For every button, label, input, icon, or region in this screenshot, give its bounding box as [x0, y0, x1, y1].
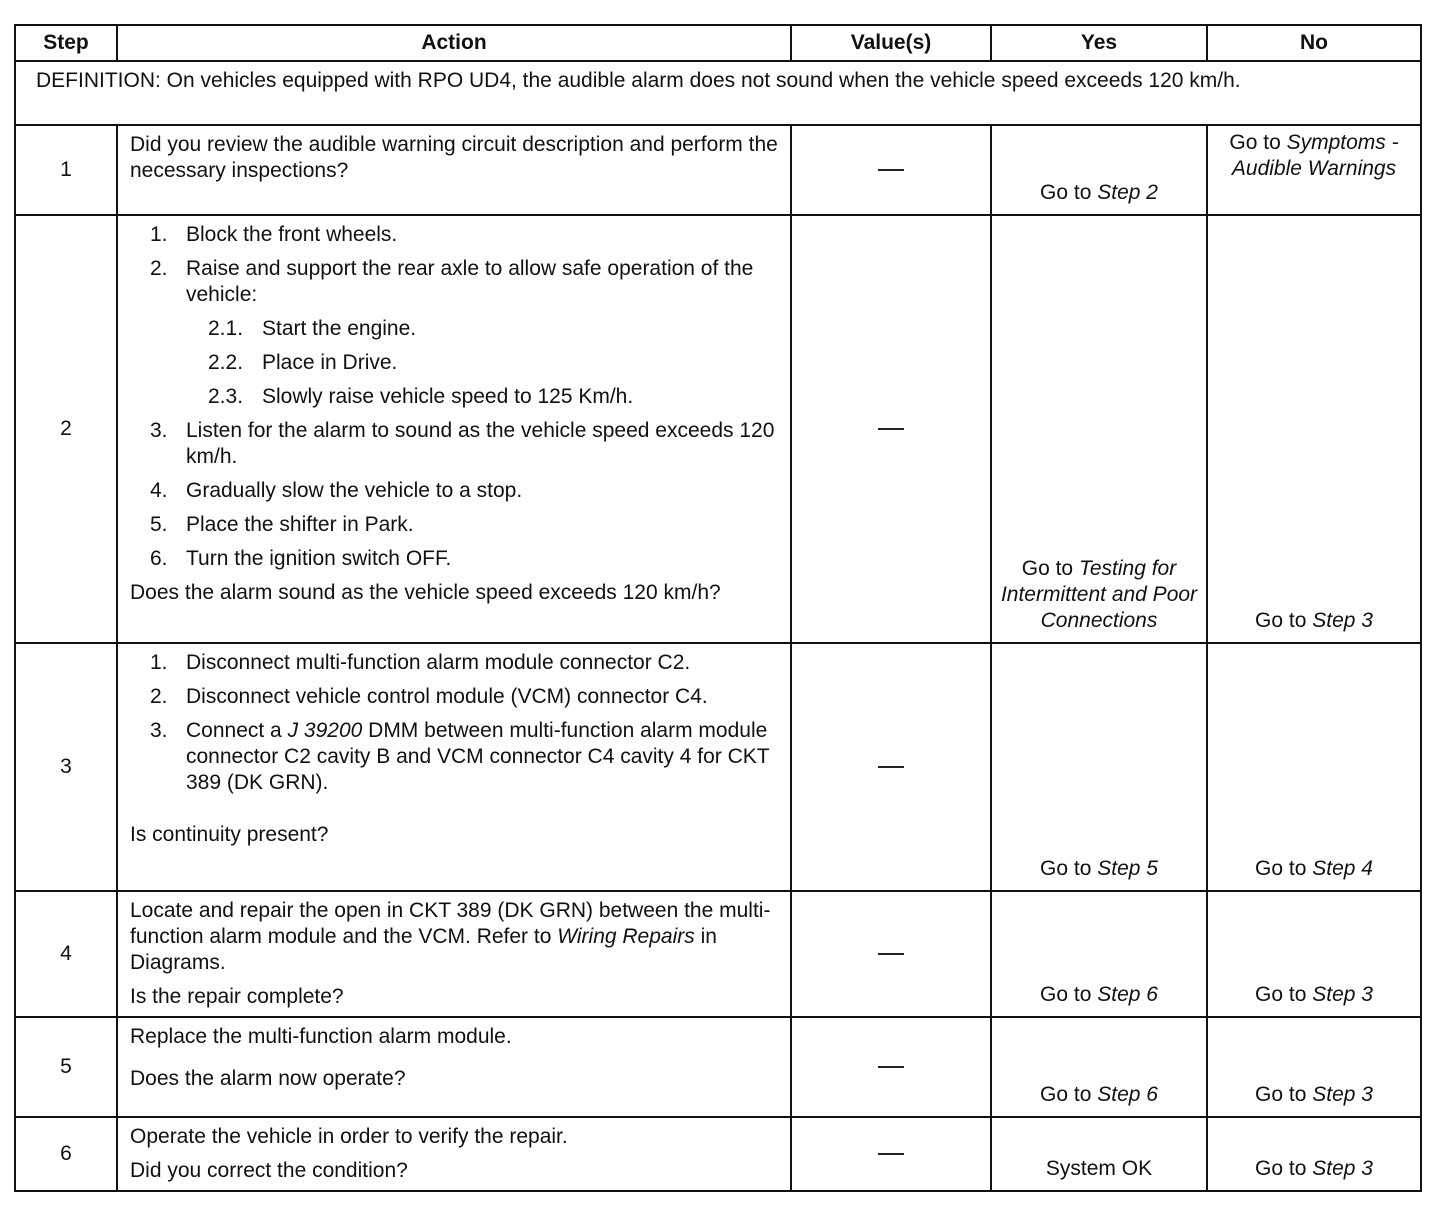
step-number: 3: [15, 643, 117, 891]
list-item: 3. Listen for the alarm to sound as the vehicle speed exceeds 120 km/h.: [150, 419, 775, 468]
no-link[interactable]: Step 3: [1312, 983, 1373, 1006]
no-cell: [1207, 215, 1421, 643]
list-item: 1. Disconnect multi-function alarm module connector C2.: [150, 651, 691, 674]
procedure-list: [130, 222, 780, 572]
action-question: Did you correct the condition?: [130, 1159, 408, 1182]
table-row-step-2: [15, 215, 1421, 643]
yes-prefix: Go to: [1040, 983, 1098, 1006]
yes-prefix: Go to: [1040, 1083, 1098, 1106]
yes-cell: [991, 891, 1207, 1017]
list-item: 1. Block the front wheels.: [150, 223, 398, 246]
no-prefix: Go to: [1255, 983, 1313, 1006]
list-item: 2.1. Start the engine.: [208, 317, 417, 340]
no-link[interactable]: Step 4: [1312, 857, 1373, 880]
list-item: 2. Raise and support the rear axle to allow safe operation of the vehicle: 2.1. Start the engine. 2.2. Place in Drive. 2.3. Slowly raise vehicle speed to 125 Km/h.: [130, 256, 780, 410]
yes-prefix: Go to: [1040, 181, 1098, 204]
yes-prefix: Go to: [1021, 557, 1079, 580]
value-dash: [878, 1153, 904, 1155]
action-cell: [117, 891, 791, 1017]
yes-cell: [991, 643, 1207, 891]
action-question: Is the repair complete?: [130, 985, 344, 1008]
list-item: 6. Turn the ignition switch OFF.: [150, 547, 452, 570]
no-link[interactable]: Step 3: [1312, 1157, 1373, 1180]
value-dash: [878, 1066, 904, 1068]
header-step: Step: [15, 25, 117, 61]
system-ok-text: System OK: [1045, 1157, 1153, 1180]
action-cell: [117, 215, 791, 643]
diagnostic-table: [14, 24, 1422, 1192]
list-item: 5. Place the shifter in Park.: [150, 513, 414, 536]
tool-reference: J 39200: [287, 719, 363, 742]
value-dash: [878, 953, 904, 955]
no-cell: [1207, 643, 1421, 891]
no-link[interactable]: Step 3: [1312, 609, 1373, 632]
action-text: Replace the multi-function alarm module.: [130, 1025, 512, 1048]
no-cell: [1207, 891, 1421, 1017]
sub-procedure-list: [130, 316, 780, 410]
list-item: 2.2. Place in Drive.: [208, 351, 398, 374]
header-row: [15, 25, 1421, 61]
wiring-repairs-link[interactable]: Wiring Repairs: [557, 925, 695, 948]
list-item: 2. Disconnect vehicle control module (VCM) connector C4.: [150, 685, 708, 708]
action-cell: [117, 643, 791, 891]
list-item: 3. Connect a J 39200 DMM between multi-function alarm module connector C2 cavity B and VCM connector C4 cavity 4 for CKT 389 (DK GRN).: [150, 719, 770, 794]
action-question: Is continuity present?: [130, 823, 329, 846]
list-item: 2.3. Slowly raise vehicle speed to 125 Km/h.: [208, 385, 634, 408]
procedure-list: [130, 650, 780, 796]
no-prefix: Go to: [1255, 857, 1313, 880]
header-yes: Yes: [991, 25, 1207, 61]
yes-cell: [991, 125, 1207, 215]
value-dash: [878, 766, 904, 768]
value-cell: [791, 215, 991, 643]
value-cell: [791, 891, 991, 1017]
action-text: Operate the vehicle in order to verify the repair.: [130, 1125, 568, 1148]
table-row-step-1: [15, 125, 1421, 215]
list-item: 4. Gradually slow the vehicle to a stop.: [150, 479, 523, 502]
no-prefix: Go to: [1229, 131, 1287, 154]
no-prefix: Go to: [1255, 1083, 1313, 1106]
action-question: Did you review the audible warning circuit description and perform the necessary inspections?: [130, 133, 778, 182]
no-prefix: Go to: [1255, 609, 1313, 632]
no-prefix: Go to: [1255, 1157, 1313, 1180]
no-cell: [1207, 125, 1421, 215]
yes-link[interactable]: Testing for Intermittent and Poor Connections: [1000, 557, 1198, 632]
yes-cell: [991, 1017, 1207, 1117]
definition-row: [15, 61, 1421, 125]
step-number: 5: [15, 1017, 117, 1117]
action-cell: [117, 1117, 791, 1191]
action-question: Does the alarm now operate?: [130, 1067, 406, 1090]
definition-text: DEFINITION: On vehicles equipped with RPO UD4, the audible alarm does not sound when the vehicle speed exceeds 120 km/h.: [15, 61, 1421, 125]
table-row-step-4: [15, 891, 1421, 1017]
action-question: Does the alarm sound as the vehicle speed exceeds 120 km/h?: [130, 581, 721, 604]
table-row-step-5: [15, 1017, 1421, 1117]
step-number: 1: [15, 125, 117, 215]
yes-prefix: Go to: [1040, 857, 1098, 880]
no-cell: [1207, 1117, 1421, 1191]
no-link[interactable]: Symptoms - Audible Warnings: [1231, 131, 1399, 180]
action-cell: [117, 1017, 791, 1117]
no-cell: [1207, 1017, 1421, 1117]
yes-cell: [991, 1117, 1207, 1191]
table-row-step-3: [15, 643, 1421, 891]
value-dash: [878, 169, 904, 171]
value-cell: [791, 1117, 991, 1191]
value-cell: [791, 1017, 991, 1117]
yes-link[interactable]: Step 6: [1097, 983, 1158, 1006]
yes-link[interactable]: Step 5: [1097, 857, 1158, 880]
header-values: Value(s): [791, 25, 991, 61]
value-cell: [791, 643, 991, 891]
header-action: Action: [117, 25, 791, 61]
step-number: 4: [15, 891, 117, 1017]
yes-link[interactable]: Step 6: [1097, 1083, 1158, 1106]
step-number: 6: [15, 1117, 117, 1191]
header-no: No: [1207, 25, 1421, 61]
yes-cell: [991, 215, 1207, 643]
action-text: Locate and repair the open in CKT 389 (DK GRN) between the multi-function alarm module and the VCM. Refer to Wiring Repairs in Diagrams.: [130, 899, 771, 974]
yes-link[interactable]: Step 2: [1097, 181, 1158, 204]
step-number: 2: [15, 215, 117, 643]
action-cell: [117, 125, 791, 215]
value-cell: [791, 125, 991, 215]
no-link[interactable]: Step 3: [1312, 1083, 1373, 1106]
table-row-step-6: [15, 1117, 1421, 1191]
value-dash: [878, 428, 904, 430]
